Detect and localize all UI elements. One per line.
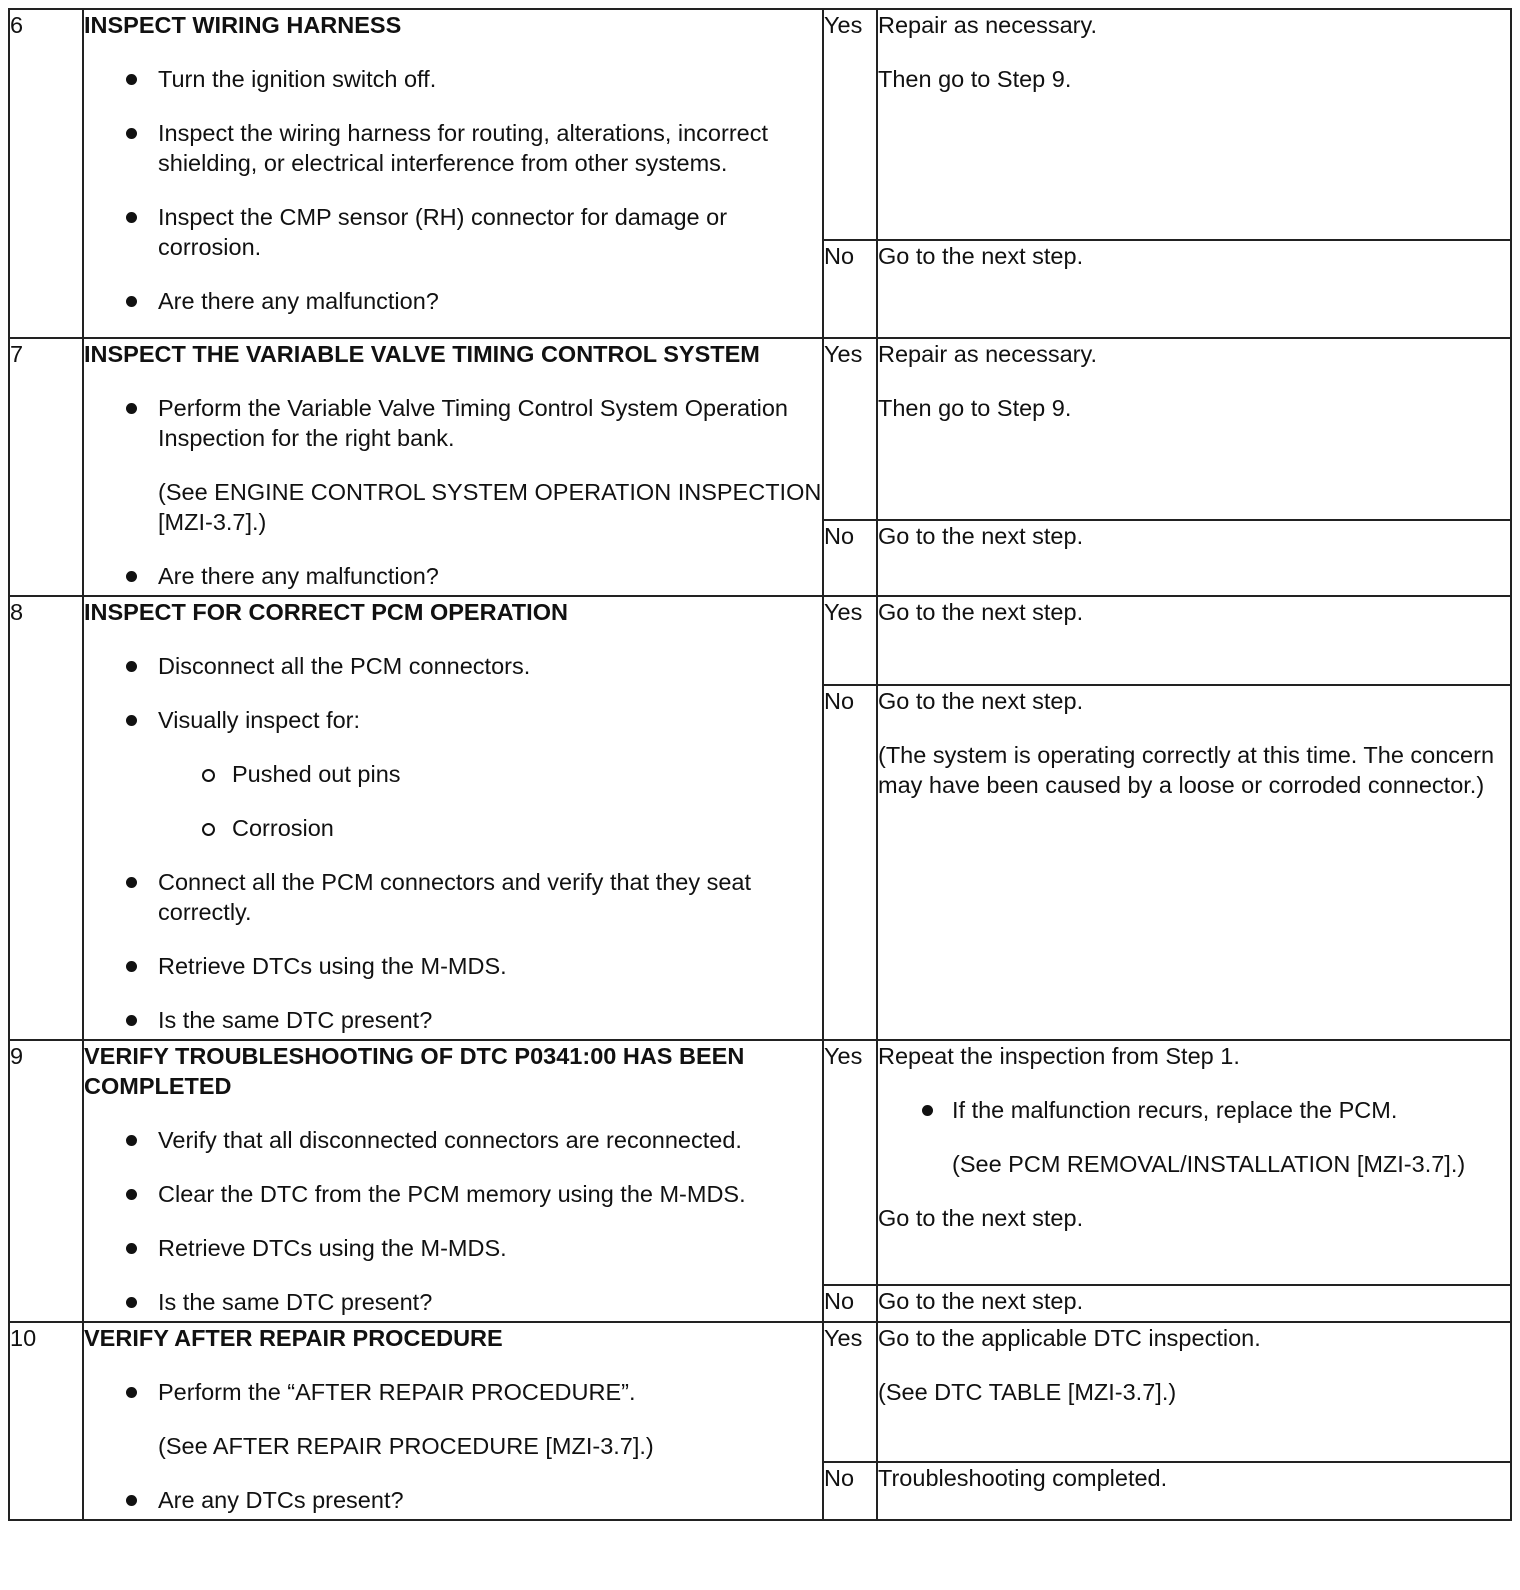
no-result: Go to the next step. (The system is operating correctly at this time. The concern may have been caused by a loose or corroded connector.) [877, 685, 1511, 1040]
list-item: Are any DTCs present? [84, 1485, 822, 1515]
yes-result: Go to the applicable DTC inspection. (See DTC TABLE [MZI-3.7].) [877, 1322, 1511, 1462]
circle-bullet-icon [202, 769, 215, 782]
step-action [83, 9, 823, 338]
step-number: 8 [9, 596, 83, 1040]
troubleshooting-page [8, 8, 1510, 1521]
no-label: No [823, 685, 877, 1040]
bullet-icon [126, 403, 137, 414]
no-result: Go to the next step. [877, 240, 1511, 338]
list-item: Connect all the PCM connectors and verify that they seat correctly. [84, 867, 822, 927]
list-item: Turn the ignition switch off. [84, 64, 822, 94]
step-number: 9 [9, 1040, 83, 1322]
yes-label: Yes [823, 1322, 877, 1462]
step-title: INSPECT WIRING HARNESS [84, 12, 402, 38]
no-label: No [823, 1285, 877, 1322]
no-label: No [823, 1462, 877, 1520]
no-result: Go to the next step. [877, 520, 1511, 596]
list-item: Are there any malfunction? [84, 286, 822, 316]
step-10-yes-row [9, 1322, 1511, 1462]
bullet-icon [126, 128, 137, 139]
list-item: Verify that all disconnected connectors are reconnected. [84, 1125, 822, 1155]
list-item: Is the same DTC present? [84, 1005, 822, 1035]
step-action [83, 596, 823, 1040]
reference-note: (See ENGINE CONTROL SYSTEM OPERATION INSPECTION [MZI-3.7].) [158, 479, 822, 535]
bullet-icon [126, 1243, 137, 1254]
list-item: Perform the Variable Valve Timing Control System Operation Inspection for the right bank. [84, 393, 822, 453]
bullet-icon [126, 1297, 137, 1308]
list-item: Are there any malfunction? [84, 561, 822, 591]
step-title: VERIFY AFTER REPAIR PROCEDURE [84, 1325, 503, 1351]
step-action [83, 1322, 823, 1520]
step-number: 6 [9, 9, 83, 338]
circle-bullet-icon [202, 823, 215, 836]
list-item: Perform the “AFTER REPAIR PROCEDURE”. [84, 1377, 822, 1407]
bullet-icon [126, 74, 137, 85]
step-number: 7 [9, 338, 83, 596]
yes-result: Repair as necessary. Then go to Step 9. [877, 338, 1511, 520]
bullet-icon [126, 661, 137, 672]
yes-label: Yes [823, 338, 877, 520]
step-title: INSPECT FOR CORRECT PCM OPERATION [84, 599, 568, 625]
step-7-yes-row [9, 338, 1511, 520]
step-8-yes-row [9, 596, 1511, 685]
bullet-icon [922, 1105, 933, 1116]
list-item: Inspect the wiring harness for routing, alterations, incorrect shielding, or electrical interference from other systems. [84, 118, 822, 178]
yes-result: Go to the next step. [877, 596, 1511, 685]
list-item: Visually inspect for: [84, 705, 822, 735]
no-label: No [823, 240, 877, 338]
bullet-icon [126, 961, 137, 972]
bullet-icon [126, 212, 137, 223]
yes-result: Repair as necessary. Then go to Step 9. [877, 9, 1511, 240]
bullet-icon [126, 1135, 137, 1146]
bullet-icon [126, 296, 137, 307]
no-result: Troubleshooting completed. [877, 1462, 1511, 1520]
sub-list-item: Corrosion [84, 813, 822, 843]
bullet-icon [126, 1387, 137, 1398]
list-item: Retrieve DTCs using the M-MDS. [84, 951, 822, 981]
step-title: VERIFY TROUBLESHOOTING OF DTC P0341:00 HAS BEEN COMPLETED [84, 1043, 745, 1099]
bullet-icon [126, 877, 137, 888]
step-6-yes-row [9, 9, 1511, 240]
list-item: Inspect the CMP sensor (RH) connector for damage or corrosion. [84, 202, 822, 262]
yes-label: Yes [823, 9, 877, 240]
list-item: If the malfunction recurs, replace the PCM. [878, 1095, 1510, 1125]
sub-list-item: Pushed out pins [84, 759, 822, 789]
bullet-icon [126, 1495, 137, 1506]
bullet-icon [126, 715, 137, 726]
list-item: Clear the DTC from the PCM memory using the M-MDS. [84, 1179, 822, 1209]
bullet-icon [126, 1015, 137, 1026]
reference-note: (See AFTER REPAIR PROCEDURE [MZI-3.7].) [158, 1433, 654, 1459]
yes-label: Yes [823, 1040, 877, 1285]
list-item: Retrieve DTCs using the M-MDS. [84, 1233, 822, 1263]
step-number: 10 [9, 1322, 83, 1520]
no-label: No [823, 520, 877, 596]
yes-result: Repeat the inspection from Step 1. If the malfunction recurs, replace the PCM. (See PCM REMOVAL/INSTALLATION [MZI-3.7].) Go to the next step. [877, 1040, 1511, 1285]
step-action [83, 1040, 823, 1322]
step-9-yes-row [9, 1040, 1511, 1285]
reference-note: (See PCM REMOVAL/INSTALLATION [MZI-3.7].) [952, 1151, 1466, 1177]
yes-label: Yes [823, 596, 877, 685]
no-result: Go to the next step. [877, 1285, 1511, 1322]
bullet-icon [126, 571, 137, 582]
list-item: Is the same DTC present? [84, 1287, 822, 1317]
step-title: INSPECT THE VARIABLE VALVE TIMING CONTROL SYSTEM [84, 341, 760, 367]
step-action [83, 338, 823, 596]
troubleshooting-table [8, 8, 1512, 1521]
bullet-icon [126, 1189, 137, 1200]
list-item: Disconnect all the PCM connectors. [84, 651, 822, 681]
